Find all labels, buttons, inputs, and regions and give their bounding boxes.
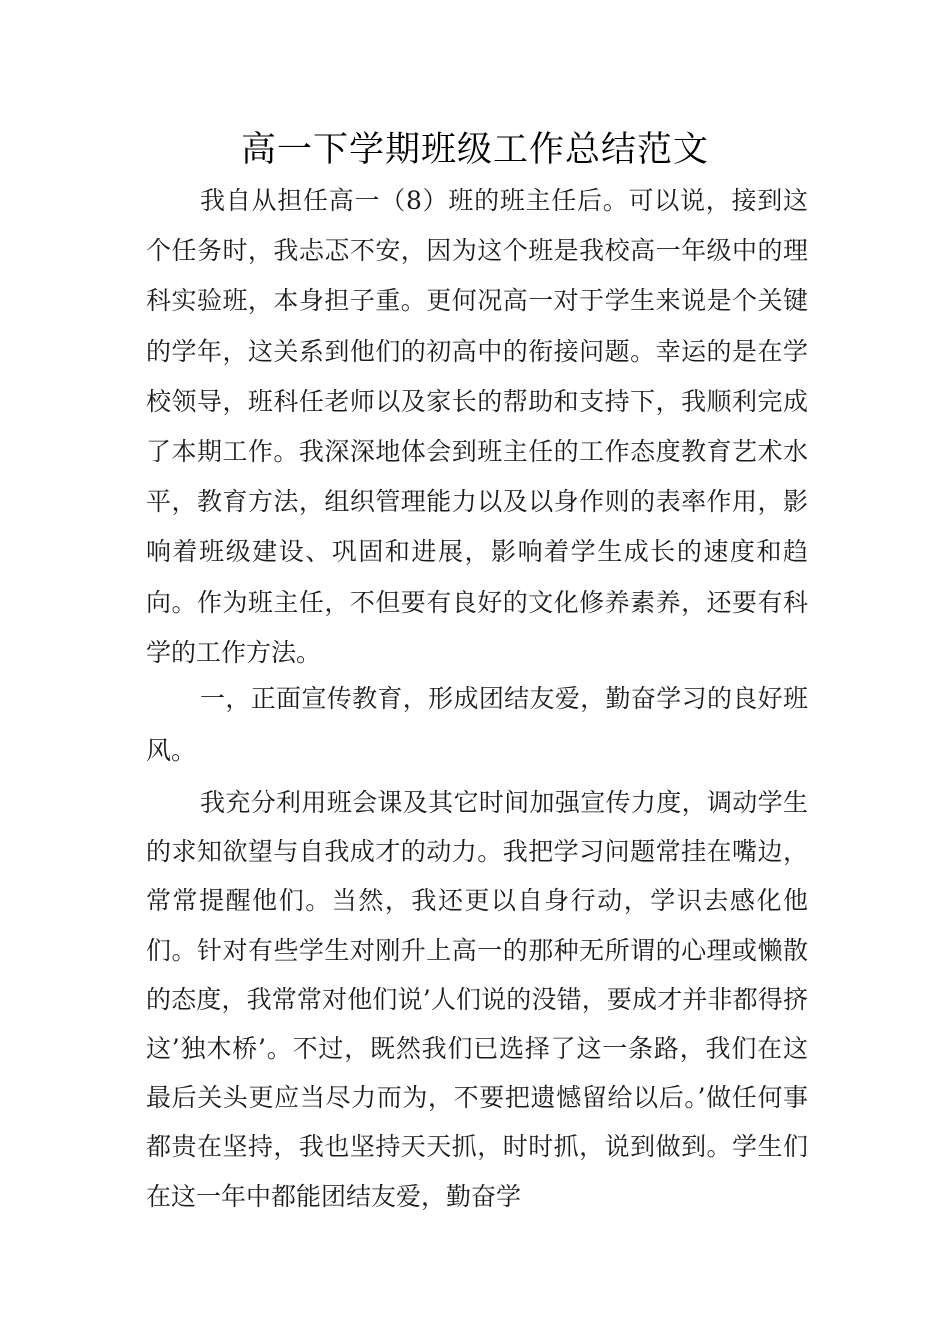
paragraph-section-heading	[146, 673, 808, 777]
paragraph-intro	[146, 176, 808, 678]
section-heading-text: 一，正面宣传教育，形成团结友爱，勤奋学习的良好班风。	[146, 684, 808, 765]
document-title: 高一下学期班级工作总结范文	[240, 130, 709, 170]
paragraph-section-body	[146, 778, 808, 1221]
paragraph-text: 我自从担任高一（8）班的班主任后。可以说，接到这个任务时，我忐忑不安，因为这个班是我校高一年级中的理科实验班，本身担子重。更何况高一对于学生来说是个关键的学年，这关系到他们的初高中的衔接问题。幸运的是在学校领导，班科任老师以及家长的帮助和支持下，我顺利完成了本期工作。我深深地体会到班主任的工作态度教育艺术水平，教育方法，组织管理能力以及以身作则的表率作用，影响着班级建设、巩固和进展，影响着学生成长的速度和趋向。作为班主任，不但要有良好的文化修养素养，还要有科学的工作方法。	[146, 186, 808, 667]
paragraph-text: 我充分利用班会课及其它时间加强宣传力度，调动学生的求知欲望与自我成才的动力。我把学习问题常挂在嘴边，常常提醒他们。当然，我还更以自身行动，学识去感化他们。针对有些学生对刚升上高一的那种无所谓的心理或懒散的态度，我常常对他们说’人们说的没错，要成才并非都得挤这’独木桥’。不过，既然我们已选择了这一条路，我们在这最后关头更应当尽力而为，不要把遗憾留给以后。’做任何事都贵在坚持，我也坚持天天抓，时时抓，说到做到。学生们在这一年中都能团结友爱，勤奋学	[146, 788, 808, 1211]
